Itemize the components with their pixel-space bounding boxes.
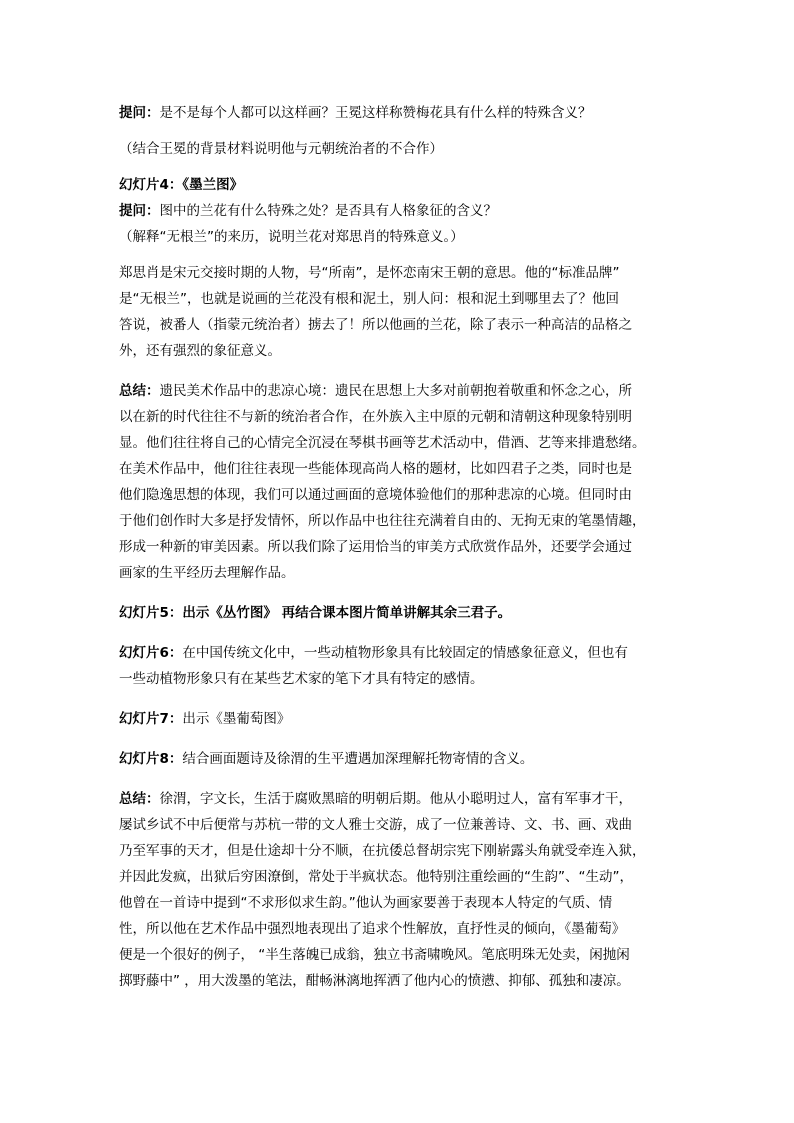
text-line: 于他们创作时大多是抒发情怀，所以作品中也往往充满着自由的、无拘无束的笔墨情趣，: [119, 513, 646, 529]
text-line: 徐渭，字文长，生活于腐败黑暗的明朝后期。他从小聪明过人，富有军事才干，: [159, 791, 632, 807]
paragraph-zhengsixiao: [119, 260, 679, 364]
question-molan: [119, 198, 679, 224]
summary-yimin: [119, 378, 679, 586]
text-line: 在中国传统文化中，一些动植物形象具有比较固定的情感象征意义，但也有: [182, 645, 628, 661]
summary-xuwei: [119, 786, 679, 994]
text-line: 画家的生平经历去理解作品。: [119, 565, 295, 581]
slide6-paragraph: [119, 640, 679, 692]
question-text: 图中的兰花有什么特殊之处？是否具有人格象征的含义？: [159, 203, 497, 219]
slide7-line: [119, 706, 679, 732]
text-line: 郑思肖是宋元交接时期的人物，号“所南”，是怀恋南宋王朝的意思。他的“标准品牌”: [119, 265, 620, 281]
text-line: 外，还有强烈的象征意义。: [119, 343, 281, 359]
text-line: 一些动植物形象只有在某些艺术家的笔下才具有特定的感情。: [119, 671, 484, 687]
text-line: 遗民美术作品中的悲凉心境：遗民在思想上大多对前朝抱着敬重和怀念之心，所: [159, 383, 632, 399]
slide7-label: 幻灯片7：: [119, 711, 183, 727]
note-wangmian: （结合王冕的背景材料说明他与元朝统治者的不合作）: [119, 141, 443, 157]
slide7-text: 出示《墨葡萄图》: [182, 711, 291, 727]
summary-label: 总结：: [119, 791, 160, 807]
summary-label: 总结：: [119, 383, 160, 399]
slide6-label: 幻灯片6：: [119, 645, 183, 661]
slide5-line: 幻灯片5：出示《丛竹图》 再结合课本图片简单讲解其余三君子。: [119, 605, 512, 621]
text-line: 在美术作品中，他们往往表现一些能体现高尚人格的题材，比如四君子之类，同时也是: [119, 461, 632, 477]
note-wugenlan: （解释“无根兰”的来历，说明兰花对郑思肖的特殊意义。）: [119, 229, 464, 245]
text-line: 便是一个很好的例子， “半生落魄已成翁，独立书斋啸晚风。笔底明珠无处卖，闲抛闲: [119, 947, 630, 963]
text-line: 答说，被番人（指蒙元统治者）掳去了！所以他画的兰花，除了表示一种高洁的品格之: [119, 317, 632, 333]
text-line: 他曾在一首诗中提到“不求形似求生韵。”他认为画家要善于表现本人特定的气质、情: [119, 895, 613, 911]
slide8-label: 幻灯片8：: [119, 751, 183, 767]
text-line: 性，所以他在艺术作品中强烈地表现出了追求个性解放，直抒性灵的倾向，《墨葡萄》: [119, 921, 626, 937]
text-line: 他们隐逸思想的体现，我们可以通过画面的意境体验他们的那种悲凉的心境。但同时由: [119, 487, 632, 503]
text-line: 以在新的时代往往不与新的统治者合作，在外族入主中原的元朝和清朝这种现象特别明: [119, 409, 632, 425]
text-line: 形成一种新的审美因素。所以我们除了运用恰当的审美方式欣赏作品外，还要学会通过: [119, 539, 632, 555]
question-text: 是不是每个人都可以这样画？王冕这样称赞梅花具有什么样的特殊含义？: [159, 105, 592, 121]
text-line: 显。他们往往将自己的心情完全沉浸在琴棋书画等艺术活动中，借酒、艺等来排遣愁绪。: [119, 435, 646, 451]
text-line: 掷野藤中” ，用大泼墨的笔法，酣畅淋漓地挥洒了他内心的愤懑、抑郁、孤独和凄凉。: [119, 973, 630, 989]
question-meihua: [119, 100, 679, 126]
slide8-text: 结合画面题诗及徐渭的生平遭遇加深理解托物寄情的含义。: [182, 751, 534, 767]
text-line: 乃至军事的天才，但是仕途却十分不顺，在抗倭总督胡宗宪下刚崭露头角就受牵连入狱，: [119, 843, 646, 859]
text-line: 是“无根兰”，也就是说画的兰花没有根和泥土，别人问：根和泥土到哪里去了？他回: [119, 291, 619, 307]
question-label: 提问：: [119, 203, 160, 219]
slide4-title: 幻灯片4：《墨兰图》: [119, 177, 244, 193]
question-label: 提问：: [119, 105, 160, 121]
text-line: 并因此发疯，出狱后穷困潦倒，常处于半疯状态。他特别注重绘画的“生韵”、“生动”，: [119, 869, 633, 885]
document-body: [119, 100, 679, 994]
text-line: 屡试乡试不中后便常与苏杭一带的文人雅士交游，成了一位兼善诗、文、书、画、戏曲: [119, 817, 632, 833]
slide8-line: [119, 746, 679, 772]
